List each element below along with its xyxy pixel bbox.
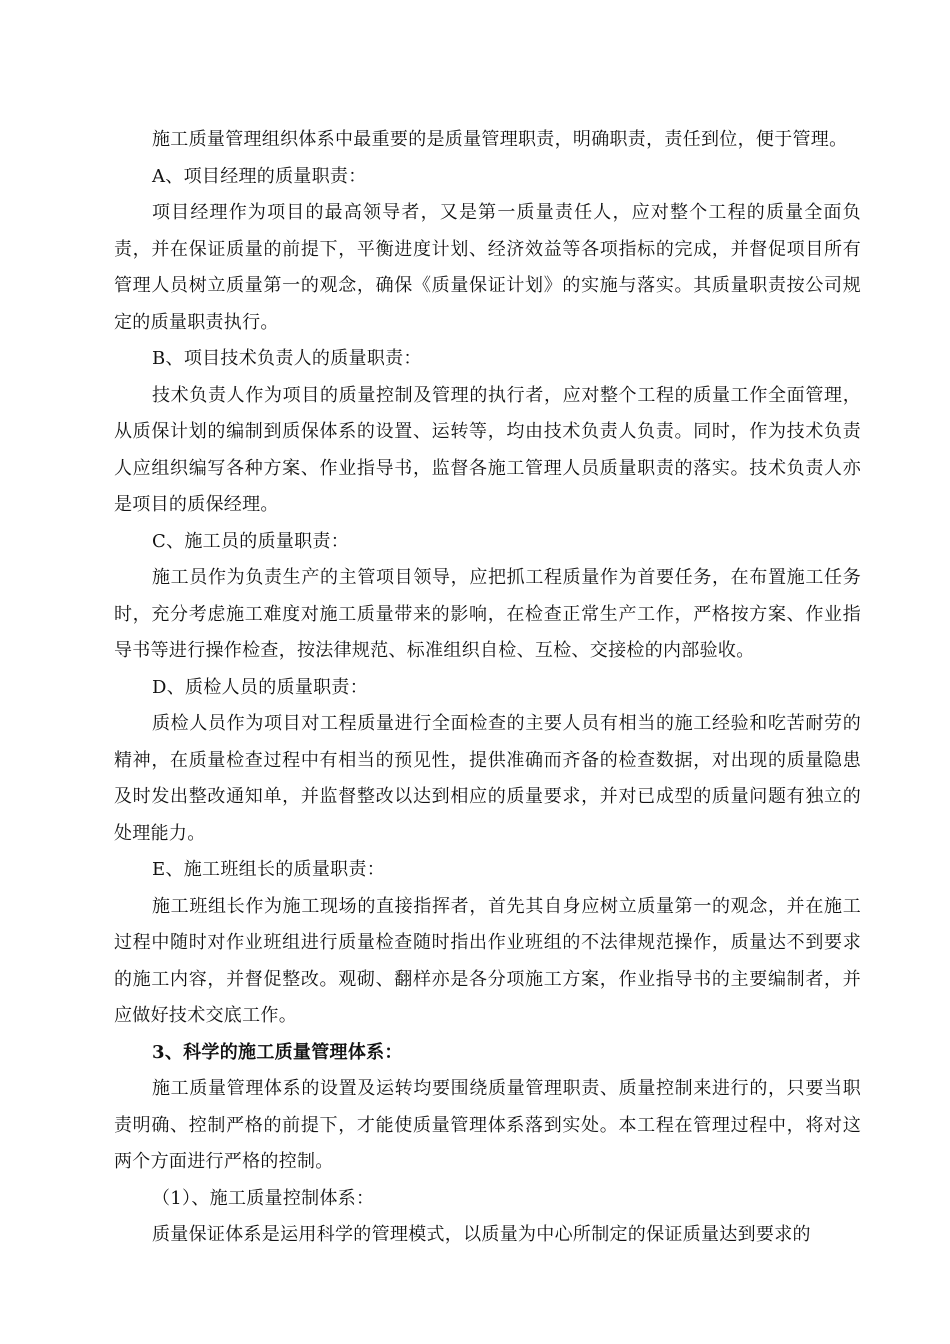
section-heading-a: A、项目经理的质量职责： [152,165,367,187]
paragraph-quality-assurance: 质量保证体系是运用科学的管理模式，以质量为中心所制定的保证质量达到要求的 [152,1224,811,1245]
paragraph-quality-inspectors: 质检人员作为项目对工程质量进行全面检查的主要人员有相当的施工经验和吃苦耐劳的精神，在质量检查过程中有相当的预见性，提供准确而齐备的检查数据，对出现的质量隐患及时发出整改通知单，并监督整改以达到相应的质量要求，并对已成型的质量问题有独立的处理能力。 [114,713,861,844]
section-heading-e: E、施工班组长的质量职责： [152,859,386,880]
paragraph-team-leader: 施工班组长作为施工现场的直接指挥者，首先其自身应树立质量第一的观念，并在施工过程中随时对作业班组进行质量检查随时指出作业班组的不法律规范操作，质量达不到要求的施工内容，并督促整改。观砌、翻样亦是各分项施工方案，作业指导书的主要编制者，并应做好技术交底工作。 [114,895,861,1026]
section-heading-b: B、项目技术负责人的质量职责： [152,348,422,369]
intro-paragraph: 施工质量管理组织体系中最重要的是质量管理职责，明确职责，责任到位，便于管理。 [152,129,848,150]
section-heading-c: C、施工员的质量职责： [152,530,350,552]
section-heading-3: 3、科学的施工质量管理体系： [152,1041,403,1063]
paragraph-technical-lead: 技术负责人作为项目的质量控制及管理的执行者，应对整个工程的质量工作全面管理，从质保计划的编制到质保体系的设置、运转等，均由技术负责人负责。同时，作为技术负责人应组织编写各种方案、作业指导书，监督各施工管理人员质量职责的落实。技术负责人亦是项目的质保经理。 [114,384,861,515]
document-body [114,122,861,1254]
paragraph-management-system: 施工质量管理体系的设置及运转均要围绕质量管理职责、质量控制来进行的，只要当职责明确、控制严格的前提下，才能使质量管理体系落到实处。本工程在管理过程中，将对这两个方面进行严格的控制。 [114,1078,861,1172]
section-heading-d: D、质检人员的质量职责： [152,676,369,698]
paragraph-construction-staff: 施工员作为负责生产的主管项目领导，应把抓工程质量作为首要任务，在布置施工任务时，充分考虑施工难度对施工质量带来的影响，在检查正常生产工作，严格按方案、作业指导书等进行操作检查，按法律规范、标准组织自检、互检、交接检的内部验收。 [114,567,861,661]
subsection-heading-1: （1）、施工质量控制体系： [152,1187,375,1209]
paragraph-project-manager: 项目经理作为项目的最高领导者，又是第一质量责任人，应对整个工程的质量全面负责，并在保证质量的前提下，平衡进度计划、经济效益等各项指标的完成，并督促项目所有管理人员树立质量第一的观念，确保《质量保证计划》的实施与落实。其质量职责按公司规定的质量职责执行。 [114,202,861,333]
